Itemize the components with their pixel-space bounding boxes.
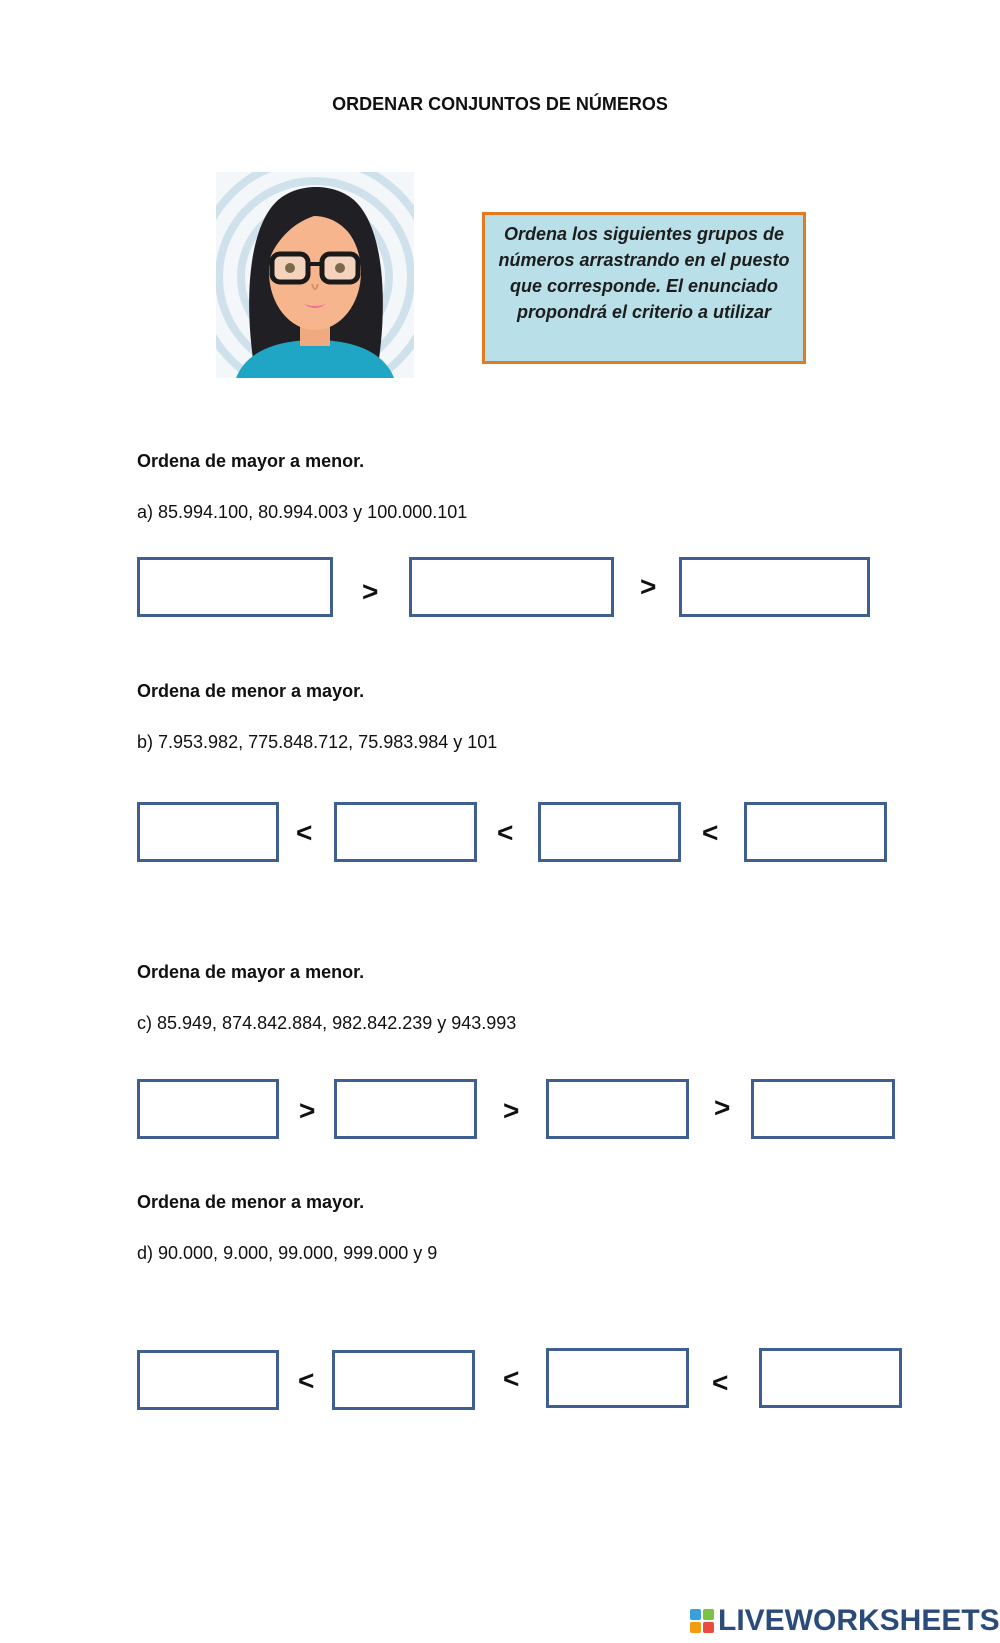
drop-slot-b-1[interactable] — [137, 802, 279, 862]
drop-slot-c-3[interactable] — [546, 1079, 689, 1139]
page-title: ORDENAR CONJUNTOS DE NÚMEROS — [332, 94, 668, 114]
comparison-symbol-c-3: > — [714, 1092, 731, 1123]
drop-slot-d-1[interactable] — [137, 1350, 279, 1410]
comparison-symbol-d-2: < — [503, 1363, 520, 1394]
drop-slot-a-1[interactable] — [137, 557, 333, 617]
drop-slot-b-4[interactable] — [744, 802, 887, 862]
logo-square — [690, 1622, 701, 1633]
exercise-c-numbers: c) 85.949, 874.842.884, 982.842.239 y 943.993 — [137, 1013, 517, 1033]
liveworksheets-brand — [690, 1605, 1000, 1637]
drop-slot-d-4[interactable] — [759, 1348, 902, 1408]
instruction-box: Ordena los siguientes grupos de números arrastrando en el puesto que corresponde. El enunciado propondrá el criterio a utilizar — [482, 212, 806, 364]
drop-slot-a-3[interactable] — [679, 557, 870, 617]
liveworksheets-logo-icon — [690, 1609, 714, 1633]
brand-name: LIVEWORKSHEETS — [718, 1604, 1000, 1637]
exercise-d-numbers: d) 90.000, 9.000, 99.000, 999.000 y 9 — [137, 1243, 438, 1263]
drop-slot-b-2[interactable] — [334, 802, 477, 862]
drop-slot-c-2[interactable] — [334, 1079, 477, 1139]
comparison-symbol-c-2: > — [503, 1095, 520, 1126]
comparison-symbol-c-1: > — [299, 1095, 316, 1126]
drop-slot-c-1[interactable] — [137, 1079, 279, 1139]
comparison-symbol-d-3: < — [712, 1367, 729, 1398]
drop-slot-a-2[interactable] — [409, 557, 614, 617]
drop-slot-b-3[interactable] — [538, 802, 681, 862]
exercise-a-heading: Ordena de mayor a menor. — [137, 451, 365, 471]
exercise-a-numbers: a) 85.994.100, 80.994.003 y 100.000.101 — [137, 502, 468, 522]
comparison-symbol-d-1: < — [298, 1365, 315, 1396]
drop-slot-d-2[interactable] — [332, 1350, 475, 1410]
teacher-avatar-image — [216, 172, 414, 378]
comparison-symbol-b-1: < — [296, 817, 313, 848]
exercise-b-heading: Ordena de menor a mayor. — [137, 681, 365, 701]
drop-slot-c-4[interactable] — [751, 1079, 895, 1139]
logo-square — [703, 1622, 714, 1633]
exercise-c-heading: Ordena de mayor a menor. — [137, 962, 365, 982]
logo-square — [703, 1609, 714, 1620]
exercise-b-numbers: b) 7.953.982, 775.848.712, 75.983.984 y 101 — [137, 732, 498, 752]
logo-square — [690, 1609, 701, 1620]
comparison-symbol-b-3: < — [702, 817, 719, 848]
drop-slot-d-3[interactable] — [546, 1348, 689, 1408]
comparison-symbol-a-1: > — [362, 576, 379, 607]
exercise-d-heading: Ordena de menor a mayor. — [137, 1192, 365, 1212]
comparison-symbol-b-2: < — [497, 817, 514, 848]
comparison-symbol-a-2: > — [640, 571, 657, 602]
